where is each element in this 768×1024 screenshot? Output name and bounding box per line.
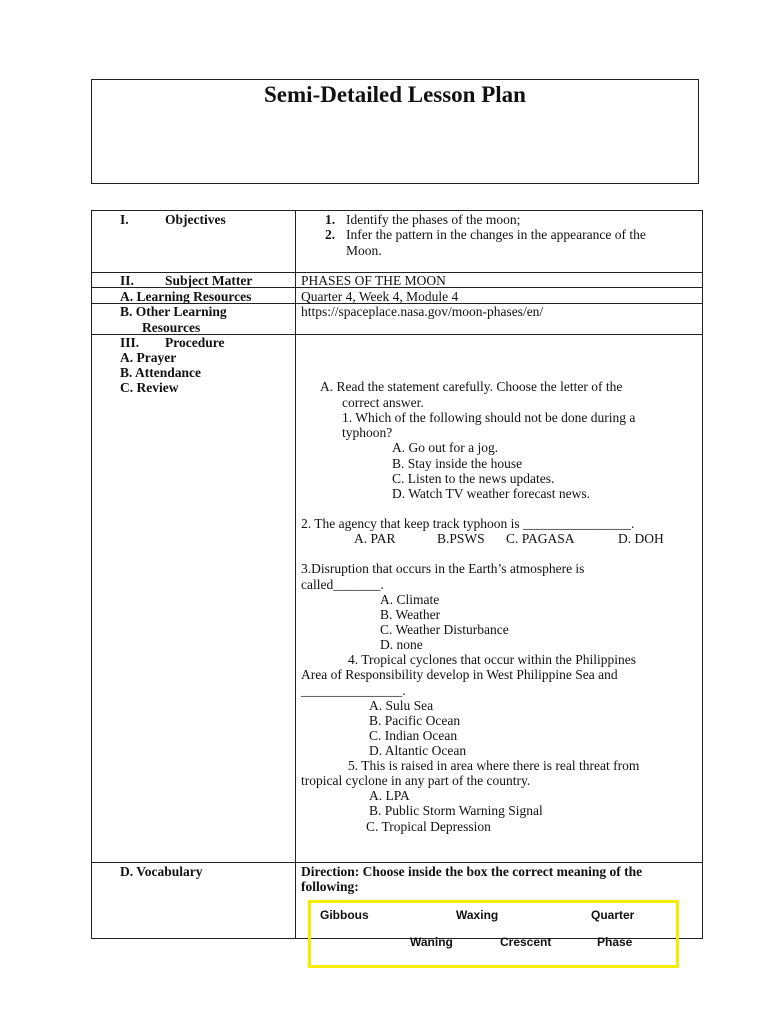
objective-text: Infer the pattern in the changes in the appearance of the xyxy=(346,227,646,242)
answer-option: C. PAGASA xyxy=(506,531,575,546)
other-resources-label: Resources xyxy=(142,320,201,335)
objective-text: Identify the phases of the moon; xyxy=(346,212,521,227)
answer-option: B. Stay inside the house xyxy=(392,456,523,471)
answer-option: C. Weather Disturbance xyxy=(380,622,509,637)
vocabulary-direction: following: xyxy=(301,879,359,894)
question: Area of Responsibility develop in West Philippine Sea and xyxy=(301,667,618,682)
objective-text: Moon. xyxy=(346,243,382,258)
question: typhoon? xyxy=(342,425,393,440)
question: 4. Tropical cyclones that occur within the Philippines xyxy=(348,652,636,667)
answer-option: C. Listen to the news updates. xyxy=(392,471,555,486)
question: 2. The agency that keep track typhoon is ________________. xyxy=(301,516,635,531)
subject-matter-label: Subject Matter xyxy=(165,273,253,288)
answer-option: A. Sulu Sea xyxy=(369,698,434,713)
answer-option: D. Altantic Ocean xyxy=(369,743,467,758)
row-divider xyxy=(92,862,702,863)
answer-option: C. Tropical Depression xyxy=(366,819,491,834)
answer-option: D. none xyxy=(380,637,423,652)
learning-resources-value: Quarter 4, Week 4, Module 4 xyxy=(301,289,459,304)
answer-option: C. Indian Ocean xyxy=(369,728,458,743)
column-divider xyxy=(295,211,296,938)
answer-option: A. PAR xyxy=(354,531,396,546)
review-instruction: correct answer. xyxy=(342,395,424,410)
question: _______________. xyxy=(301,683,406,698)
review-instruction: A. Read the statement carefully. Choose the letter of the xyxy=(320,379,623,394)
vocab-word: Quarter xyxy=(591,908,635,922)
question: called_______. xyxy=(301,577,384,592)
procedure-sub: B. Attendance xyxy=(120,365,201,380)
question: tropical cyclone in any part of the country. xyxy=(301,773,531,788)
question: 3.Disruption that occurs in the Earth’s atmosphere is xyxy=(301,561,585,576)
vocabulary-label: D. Vocabulary xyxy=(120,864,203,879)
vocab-word: Waning xyxy=(410,935,453,949)
title-box xyxy=(91,79,699,184)
answer-option: B. Weather xyxy=(380,607,441,622)
vocab-word: Phase xyxy=(597,935,633,949)
answer-option: A. Go out for a jog. xyxy=(392,440,499,455)
objectives-label: Objectives xyxy=(165,212,226,227)
subject-matter-num: II. xyxy=(120,273,134,288)
answer-option: A. LPA xyxy=(369,788,410,803)
objective-num: 2. xyxy=(325,227,336,242)
answer-option: D. DOH xyxy=(618,531,664,546)
vocab-word: Waxing xyxy=(456,908,499,922)
procedure-num: III. xyxy=(120,335,140,350)
objectives-num: I. xyxy=(120,212,129,227)
answer-option: B. Public Storm Warning Signal xyxy=(369,803,543,818)
subject-matter-value: PHASES OF THE MOON xyxy=(301,273,446,288)
vocab-word: Crescent xyxy=(500,935,552,949)
answer-option: B. Pacific Ocean xyxy=(369,713,461,728)
vocabulary-direction: Direction: Choose inside the box the correct meaning of the xyxy=(301,864,643,879)
procedure-sub: A. Prayer xyxy=(120,350,177,365)
answer-option: B.PSWS xyxy=(437,531,485,546)
objective-num: 1. xyxy=(325,212,336,227)
page-title: Semi-Detailed Lesson Plan xyxy=(264,82,526,107)
answer-option: D. Watch TV weather forecast news. xyxy=(392,486,590,501)
procedure-label: Procedure xyxy=(165,335,225,350)
learning-resources-label: A. Learning Resources xyxy=(120,289,252,304)
other-resources-label: B. Other Learning xyxy=(120,304,227,319)
other-resources-link[interactable]: https://spaceplace.nasa.gov/moon-phases/en/ xyxy=(301,304,544,319)
question: 5. This is raised in area where there is real threat from xyxy=(348,758,640,773)
procedure-sub: C. Review xyxy=(120,380,179,395)
answer-option: A. Climate xyxy=(380,592,440,607)
question: 1. Which of the following should not be done during a xyxy=(342,410,636,425)
vocab-word: Gibbous xyxy=(320,908,369,922)
